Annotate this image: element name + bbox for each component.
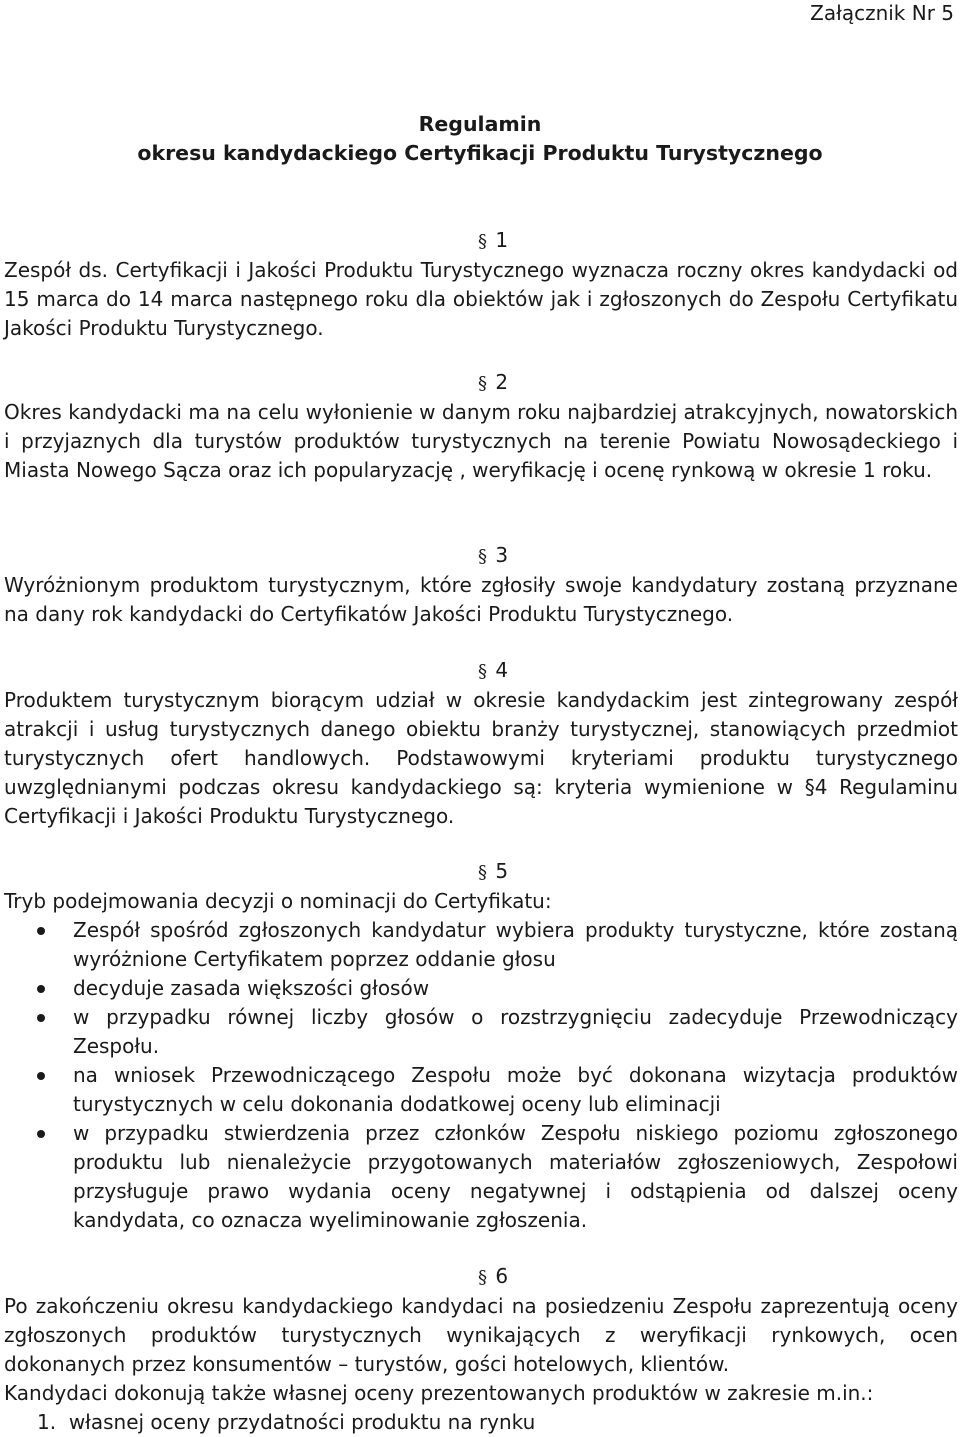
section-sign: § — [477, 546, 487, 567]
bullet-icon — [37, 1014, 45, 1022]
section-3-text: Wyróżnionym produktom turystycznym, które zgłosiły swoje kandydatury zostaną przyznane na dany rok kandydacki do Certyfikatów Jakości Produktu Turystycznego. — [4, 573, 958, 626]
list-item: Zespół spośród zgłoszonych kandydatur wybiera produkty turystyczne, które zostaną wyróżnione Certyfikatem poprzez oddanie głosu — [4, 916, 958, 974]
bullet-icon — [37, 985, 45, 993]
title-line-2: okresu kandydackiego Certyfikacji Produktu Turystycznego — [137, 141, 823, 165]
bullet-icon — [37, 1072, 45, 1080]
title-line-1: Regulamin — [418, 112, 542, 136]
list-item: w przypadku równej liczby głosów o rozstrzygnięciu zadecyduje Przewodniczący Zespołu. — [4, 1003, 958, 1061]
section-2-number: § 2 — [4, 368, 958, 398]
list-item: w przypadku stwierdzenia przez członków Zespołu niskiego poziomu zgłoszonego produktu lub nienależycie przygotowanych materiałów zgłoszeniowych, Zespołowi przysługuje prawo wydania oceny negatywnej i odstąpienia od dalszej oceny kandydata, co oznacza wyeliminowanie zgłoszenia. — [4, 1119, 958, 1235]
section-5-number: § 5 — [4, 857, 958, 887]
list-item: na wniosek Przewodniczącego Zespołu może być dokonana wizytacja produktów turystycznych w celu dokonania dodatkowej oceny lub eliminacji — [4, 1061, 958, 1119]
document-title — [0, 110, 960, 168]
bullet-icon — [37, 927, 45, 935]
section-5-intro: Tryb podejmowania decyzji o nominacji do Certyfikatu: — [4, 889, 552, 913]
section-1-number: § 1 — [4, 226, 958, 256]
section-3-number: § 3 — [4, 541, 958, 571]
section-sign: § — [477, 862, 487, 883]
list-item: 1. własnej oceny przydatności produktu na rynku — [37, 1410, 536, 1434]
section-6-text: Po zakończeniu okresu kandydackiego kandydaci na posiedzeniu Zespołu zaprezentują oceny zgłoszonych produktów turystycznych wynikających z weryfikacji rynkowych, ocen dokonanych przez konsumentów – turystów, gości hotelowych, klientów. — [4, 1294, 958, 1376]
section-6-number: § 6 — [4, 1262, 958, 1292]
section-1-text: Zespół ds. Certyfikacji i Jakości Produktu Turystycznego wyznacza roczny okres kandydacki od 15 marca do 14 marca następnego roku dla obiektów jak i zgłoszonych do Zespołu Certyfikatu Jakości Produktu Turystycznego. — [4, 258, 958, 340]
section-5-list — [4, 916, 958, 1235]
section-2 — [4, 368, 958, 485]
section-4-number: § 4 — [4, 656, 958, 686]
section-4 — [4, 656, 958, 831]
section-sign: § — [477, 373, 487, 394]
section-1 — [4, 226, 958, 343]
section-5 — [4, 857, 958, 1235]
section-6-list — [4, 1408, 958, 1437]
bullet-icon — [37, 1130, 45, 1138]
list-item: decyduje zasada większości głosów — [4, 974, 958, 1003]
section-6-text-2: Kandydaci dokonują także własnej oceny prezentowanych produktów w zakresie m.in.: — [4, 1381, 874, 1405]
section-2-text: Okres kandydacki ma na celu wyłonienie w danym roku najbardziej atrakcyjnych, nowatorskich i przyjaznych dla turystów produktów turystycznych na terenie Powiatu Nowosądeckiego i Miasta Nowego Sącza oraz ich popularyzację , weryfikację i ocenę rynkową w okresie 1 roku. — [4, 400, 958, 482]
section-sign: § — [477, 231, 487, 252]
section-sign: § — [477, 661, 487, 682]
section-4-text: Produktem turystycznym biorącym udział w okresie kandydackim jest zintegrowany zespół atrakcji i usług turystycznych danego obiektu branży turystycznej, stanowiących przedmiot turystycznych ofert handlowych. Podstawowymi kryteriami produktu turystycznego uwzględnianymi podczas okresu kandydackiego są: kryteria wymienione w §4 Regulaminu Certyfikacji i Jakości Produktu Turystycznego. — [4, 688, 958, 828]
section-6 — [4, 1262, 958, 1437]
section-3 — [4, 541, 958, 629]
section-sign: § — [477, 1267, 487, 1288]
annex-label: Załącznik Nr 5 — [810, 1, 954, 25]
